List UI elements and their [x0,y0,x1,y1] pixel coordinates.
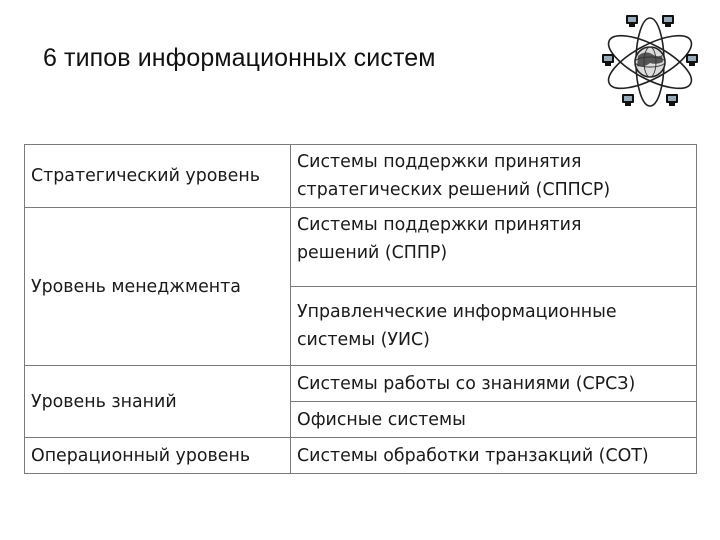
system-sppr-line2: решений (СППР) [297,243,448,263]
table-row [25,366,697,402]
system-sppr [291,208,697,287]
level-management: Уровень менеджмента [25,208,291,366]
system-sppsr-line1: Системы поддержки принятия [297,152,582,172]
level-knowledge: Уровень знаний [25,366,291,438]
level-strategic: Стратегический уровень [25,145,291,208]
system-sppr-line1: Системы поддержки принятия [297,215,582,235]
system-sppsr [291,145,697,208]
table-row [25,438,697,474]
system-sppsr-line2: стратегических решений (СППСР) [297,180,611,200]
system-uis-line2: системы (УИС) [297,330,430,350]
system-sot: Системы обработки транзакций (СОТ) [291,438,697,474]
table-row [25,145,697,208]
system-office: Офисные системы [291,402,697,438]
slide-title: 6 типов информационных систем [43,44,436,72]
is-types-table [24,144,697,474]
network-globe-icon [600,10,700,110]
level-operational: Операционный уровень [25,438,291,474]
system-uis-line1: Управленческие информационные [297,302,617,322]
system-uis [291,287,697,366]
table-row [25,208,697,287]
system-srsz: Системы работы со знаниями (СРСЗ) [291,366,697,402]
